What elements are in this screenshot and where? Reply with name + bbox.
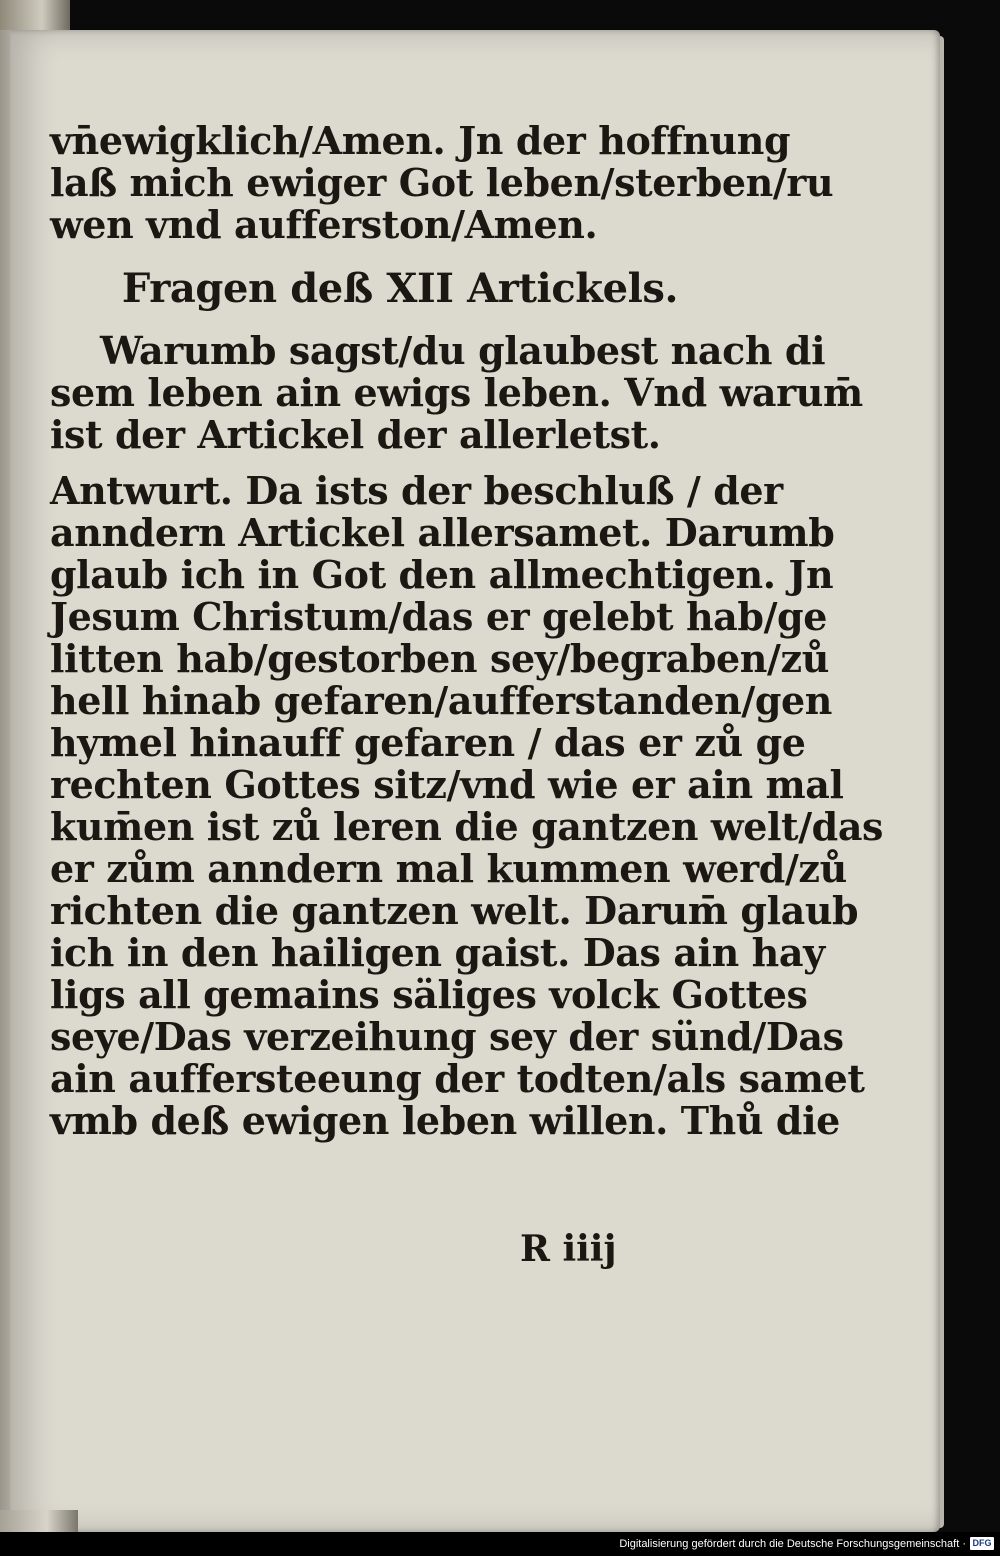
answer-line: hell hinab gefaren/aufferstanden/gen	[50, 678, 833, 723]
answer-line: rechten Gottes sitz/vnd wie er ain mal	[50, 762, 844, 807]
answer-line: ain auffersteeung der todten/als samet	[50, 1056, 865, 1101]
answer-line: er zům anndern mal kummen werd/zů	[50, 846, 847, 891]
text-line: vn̄ewigklich/Amen. Jn der hoffnung	[50, 118, 791, 163]
question-line: sem leben ain ewigs leben. Vnd warum̄	[50, 370, 863, 415]
page-text	[50, 118, 884, 1143]
text-line: laß mich ewiger Got leben/sterben/ru	[50, 160, 834, 205]
answer-line: Jesum Christum/das er gelebt hab/ge	[50, 594, 828, 639]
answer-line: vmb deß ewigen leben willen. Thů die	[50, 1098, 840, 1143]
answer-line: richten die gantzen welt. Darum̄ glaub	[50, 888, 859, 933]
answer-line: ich in den hailigen gaist. Das ain hay	[50, 930, 825, 975]
question-line: ist der Artickel der allerletst.	[50, 412, 661, 457]
funding-credit: Digitalisierung gefördert durch die Deutsche Forschungsgemeinschaft ·	[619, 1538, 966, 1550]
question-line: Warumb sagst/du glaubest nach di	[100, 328, 826, 373]
signature-mark: R iiij	[520, 1228, 617, 1270]
text-line: wen vnd aufferston/Amen.	[50, 202, 598, 247]
answer-line: kum̄en ist zů leren die gantzen welt/das	[50, 804, 884, 849]
answer-line: ligs all gemains säliges volck Gottes	[50, 972, 808, 1017]
book-spine-top	[0, 0, 70, 30]
answer-line: litten hab/gestorben sey/begraben/zů	[50, 636, 829, 681]
answer-line: glaub ich in Got den allmechtigen. Jn	[50, 552, 834, 597]
answer-line: seye/Das verzeihung sey der sünd/Das	[50, 1014, 844, 1059]
answer-line: Antwurt. Da ists der beschluß / der	[50, 468, 783, 513]
answer-line: anndern Artickel allersamet. Darumb	[50, 510, 835, 555]
dfg-logo: DFG	[970, 1537, 994, 1550]
section-heading: Fragen deß XII Artickels.	[121, 265, 679, 312]
answer-line: hymel hinauff gefaren / das er zů ge	[50, 720, 806, 765]
